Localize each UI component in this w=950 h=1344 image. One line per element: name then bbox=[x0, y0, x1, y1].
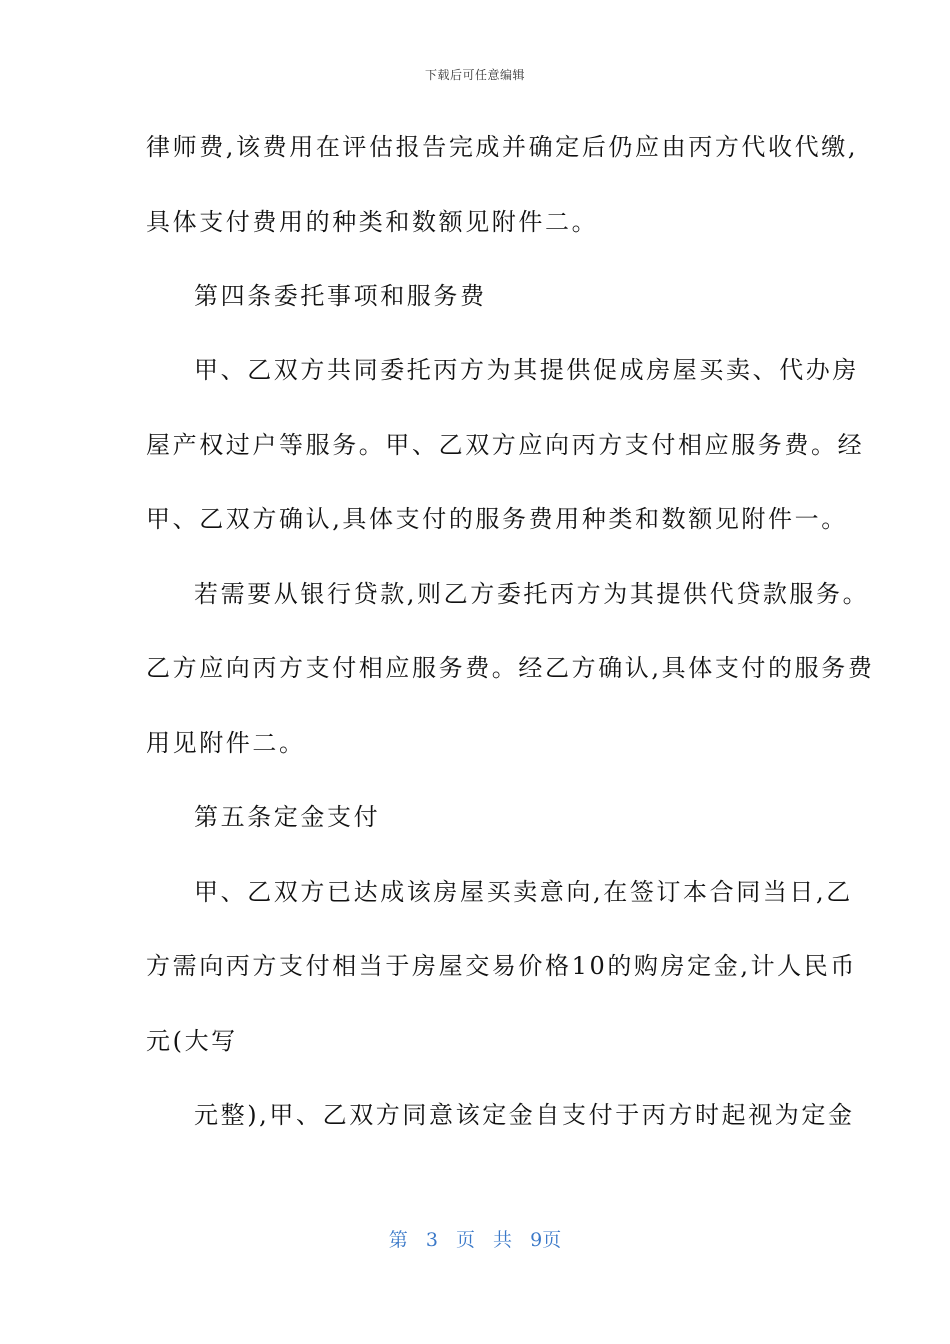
body-line: 甲、乙双方共同委托丙方为其提供促成房屋买卖、代办房 bbox=[194, 356, 859, 384]
body-line: 元(大写 bbox=[146, 1027, 238, 1055]
body-line: 甲、乙双方已达成该房屋买卖意向,在签订本合同当日,乙 bbox=[194, 878, 853, 906]
body-line: 用见附件二。 bbox=[146, 729, 306, 757]
footer-label-di: 第 bbox=[388, 1229, 408, 1251]
body-line: 律师费,该费用在评估报告完成并确定后仍应由丙方代收代缴, bbox=[146, 133, 859, 161]
footer-total-pages: 9页 bbox=[530, 1229, 562, 1251]
body-line: 元整),甲、乙双方同意该定金自支付于丙方时起视为定金 bbox=[194, 1101, 855, 1129]
section-heading: 第五条定金支付 bbox=[194, 803, 381, 831]
footer-current-page: 3 bbox=[425, 1229, 438, 1251]
body-line: 乙方应向丙方支付相应服务费。经乙方确认,具体支付的服务费 bbox=[146, 654, 875, 682]
body-line: 具体支付费用的种类和数额见附件二。 bbox=[146, 208, 599, 236]
footer-label-gong: 共 bbox=[493, 1229, 513, 1251]
body-line: 若需要从银行贷款,则乙方委托丙方为其提供代贷款服务。 bbox=[194, 580, 870, 608]
page-header: 下载后可任意编辑 bbox=[424, 68, 525, 82]
body-line: 屋产权过户等服务。甲、乙双方应向丙方支付相应服务费。经 bbox=[146, 431, 865, 459]
body-line: 甲、乙双方确认,具体支付的服务费用种类和数额见附件一。 bbox=[146, 505, 848, 533]
section-heading: 第四条委托事项和服务费 bbox=[194, 282, 487, 310]
footer-label-ye: 页 bbox=[455, 1229, 475, 1251]
page-footer bbox=[0, 1225, 950, 1252]
body-line: 方需向丙方支付相当于房屋交易价格10的购房定金,计人民币 bbox=[146, 952, 857, 980]
